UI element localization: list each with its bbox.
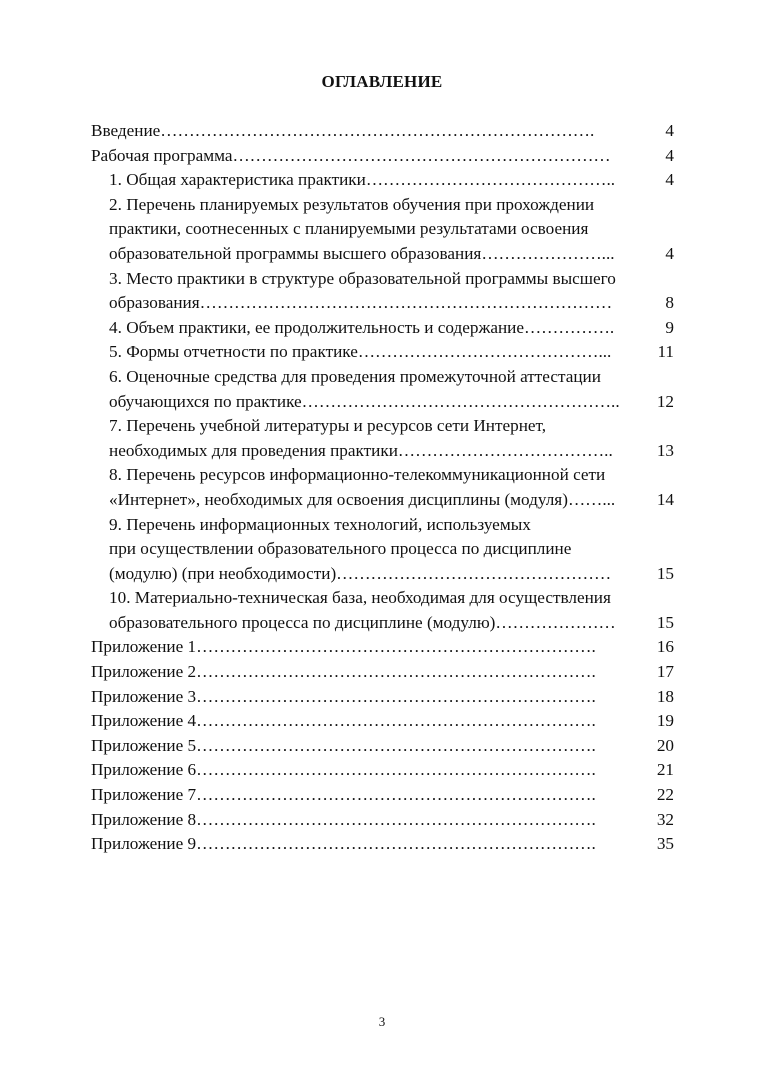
toc-entry[interactable] [91, 758, 674, 783]
toc-entry-title [109, 340, 674, 365]
toc-entry[interactable] [91, 340, 674, 365]
toc-entry-page: 4 [665, 121, 674, 140]
toc-entry-line: Приложение 8……………………………………………………………. [91, 809, 596, 829]
toc-entry-line: «Интернет», необходимых для освоения дисциплины (модуля)……... [109, 489, 616, 509]
toc-entry-title [91, 144, 674, 169]
toc-entry-line: Приложение 4……………………………………………………………. [91, 711, 596, 731]
toc-entry-line: 8. Перечень ресурсов информационно-телекоммуникационной сети [109, 465, 606, 485]
toc-entry-title [91, 783, 674, 808]
toc-entry-title [91, 635, 674, 660]
toc-entry-page: 22 [656, 785, 674, 805]
toc-entry-line: необходимых для проведения практики……………………………….. [109, 440, 613, 460]
toc-entry[interactable] [91, 660, 674, 685]
toc-entry[interactable] [91, 365, 674, 414]
toc-entry-line: Приложение 2……………………………………………………………. [91, 662, 596, 682]
toc-entry-page: 4 [665, 145, 674, 165]
toc-entry-page: 11 [657, 342, 674, 362]
toc-entry-page: 15 [656, 563, 674, 583]
page-title: ОГЛАВЛЕНИЕ [321, 72, 443, 91]
toc-entry-title [91, 660, 674, 685]
toc-entry[interactable] [91, 463, 674, 512]
toc-entry[interactable] [91, 586, 674, 635]
toc-entry-line: образования……………………………………………………………… [109, 293, 613, 313]
toc-entry-line: Приложение 1……………………………………………………………. [91, 637, 596, 657]
toc-entry-line: Рабочая программа………………………………………………………… [91, 145, 611, 165]
toc-entry-page: 4 [665, 170, 674, 190]
toc-entry-page: 20 [656, 735, 674, 755]
toc-entry-title [109, 267, 674, 316]
toc-entry[interactable] [91, 685, 674, 710]
toc-entry-page: 4 [665, 243, 674, 263]
toc-entry-line: Приложение 5……………………………………………………………. [91, 735, 596, 755]
toc-entry[interactable] [91, 193, 674, 267]
toc-entry-line: 6. Оценочные средства для проведения промежуточной аттестации [109, 366, 601, 386]
toc-entry-title [109, 463, 674, 512]
toc-entry-title [91, 709, 674, 734]
toc-entry-line: 5. Формы отчетности по практике……………………………………... [109, 342, 612, 362]
toc-entry-line: Введение…………………………………………………………………. [91, 121, 595, 140]
toc-entry-line: при осуществлении образовательного процесса по дисциплине [109, 539, 572, 559]
table-of-contents [91, 119, 674, 857]
toc-entry-title [91, 734, 674, 759]
toc-entry-page: 8 [665, 293, 674, 313]
toc-entry-page: 19 [656, 711, 674, 731]
toc-entry[interactable] [91, 513, 674, 587]
toc-entry-line: образовательного процесса по дисциплине (модулю)………………… [109, 612, 616, 632]
toc-entry-line: Приложение 7……………………………………………………………. [91, 785, 596, 805]
toc-entry[interactable] [91, 709, 674, 734]
toc-entry-title [109, 586, 674, 635]
toc-entry-line: Приложение 6……………………………………………………………. [91, 760, 596, 780]
toc-entry-title [109, 513, 674, 587]
toc-entry[interactable] [91, 168, 674, 193]
toc-entry-line: обучающихся по практике……………………………………………….. [109, 391, 620, 411]
toc-entry-line: практики, соотнесенных с планируемыми результатами освоения [109, 219, 589, 239]
toc-entry-page: 21 [656, 760, 674, 780]
toc-entry-page: 35 [656, 834, 674, 854]
toc-entry-page: 14 [656, 489, 674, 509]
toc-entry-line: 2. Перечень планируемых результатов обучения при прохождении [109, 194, 595, 214]
toc-entry-title [109, 168, 674, 193]
toc-entry-title [109, 365, 674, 414]
toc-entry[interactable] [91, 808, 674, 833]
toc-entry-page: 16 [656, 637, 674, 657]
toc-entry-line: 1. Общая характеристика практики…………………………………….. [109, 170, 616, 190]
toc-entry-title [91, 758, 674, 783]
toc-entry[interactable] [91, 832, 674, 857]
toc-entry-title [91, 808, 674, 833]
toc-entry-line: 10. Материально-техническая база, необходимая для осуществления [109, 588, 611, 608]
toc-entry-page: 32 [656, 809, 674, 829]
toc-entry-line: 3. Место практики в структуре образовательной программы высшего [109, 268, 616, 288]
toc-entry-title [109, 316, 674, 341]
page-number: 3 [378, 1014, 386, 1029]
toc-entry-line: Приложение 3……………………………………………………………. [91, 686, 596, 706]
toc-entry-line: образовательной программы высшего образования…………………... [109, 243, 615, 263]
toc-entry-page: 17 [656, 662, 674, 682]
toc-entry-title [91, 119, 674, 144]
toc-entry-title [91, 685, 674, 710]
toc-entry[interactable] [91, 119, 674, 144]
toc-entry-page: 18 [656, 686, 674, 706]
toc-entry[interactable] [91, 144, 674, 169]
toc-entry-line: 9. Перечень информационных технологий, используемых [109, 514, 531, 534]
toc-entry[interactable] [91, 414, 674, 463]
toc-entry-page: 13 [656, 440, 674, 460]
toc-entry-title [91, 832, 674, 857]
toc-entry[interactable] [91, 316, 674, 341]
toc-entry[interactable] [91, 267, 674, 316]
toc-entry-line: 4. Объем практики, ее продолжительность и содержание……………. [109, 317, 615, 337]
toc-entry[interactable] [91, 783, 674, 808]
toc-entry-page: 15 [656, 612, 674, 632]
toc-entry[interactable] [91, 734, 674, 759]
toc-entry-title [109, 193, 674, 267]
toc-entry[interactable] [91, 635, 674, 660]
toc-entry-line: (модулю) (при необходимости)………………………………………… [109, 563, 612, 583]
toc-entry-page: 12 [656, 391, 674, 411]
toc-entry-line: Приложение 9……………………………………………………………. [91, 834, 596, 854]
toc-entry-line: 7. Перечень учебной литературы и ресурсов сети Интернет, [109, 416, 547, 436]
toc-entry-title [109, 414, 674, 463]
toc-entry-page: 9 [665, 317, 674, 337]
